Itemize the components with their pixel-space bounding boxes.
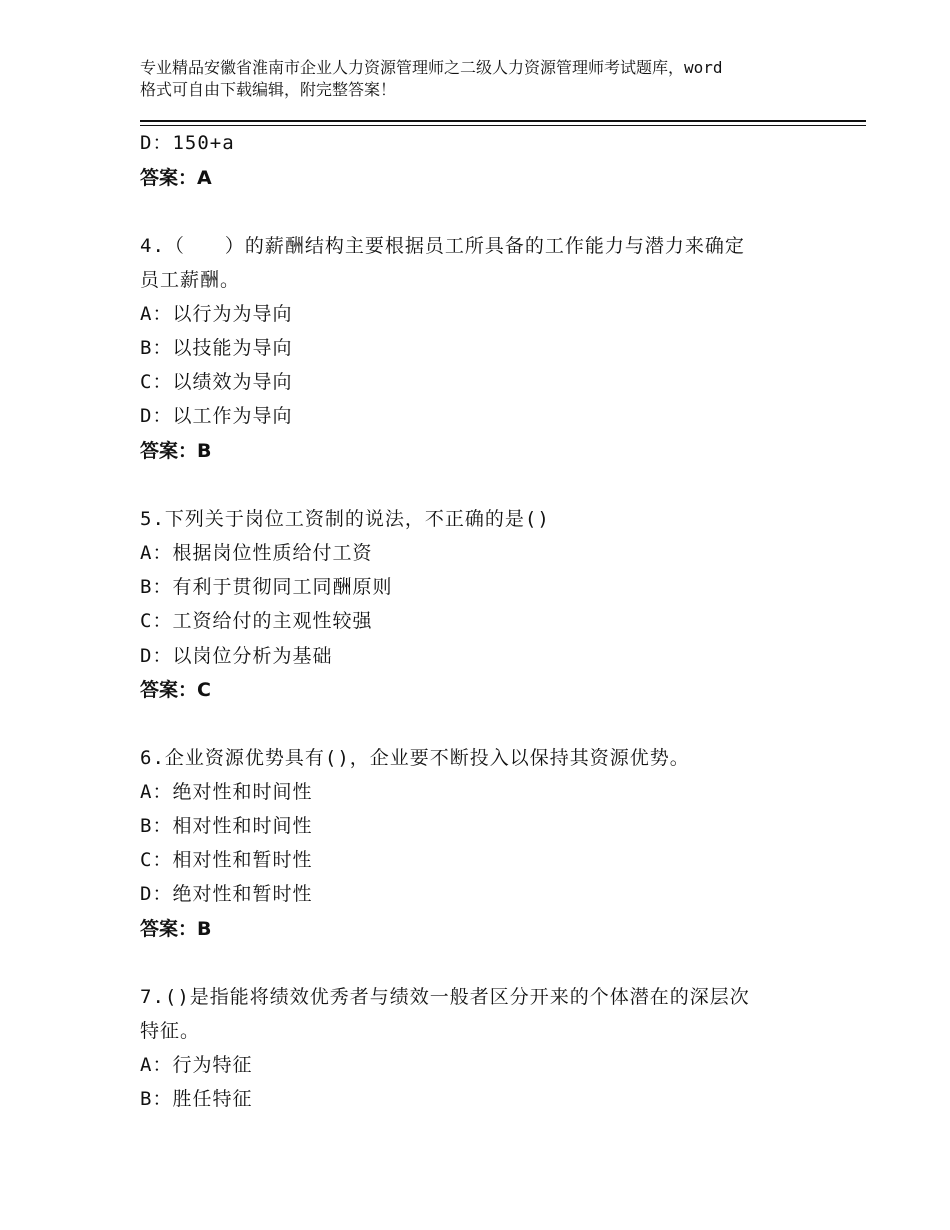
q6-option-b: B：相对性和时间性 — [140, 815, 313, 837]
q6-option-a: A：绝对性和时间性 — [140, 781, 313, 803]
q5-stem-line-1: 5.下列关于岗位工资制的说法，不正确的是() — [140, 508, 550, 530]
q5-option-b: B：有利于贯彻同工同酬原则 — [140, 576, 393, 598]
header-rule-thick — [140, 120, 866, 122]
prev-option-d: D：150+a — [140, 132, 235, 154]
header-title-line-2: 格式可自由下载编辑，附完整答案！ — [140, 80, 397, 99]
header-title-line-1: 专业精品安徽省淮南市企业人力资源管理师之二级人力资源管理师考试题库，word — [140, 58, 723, 77]
q5-option-d: D：以岗位分析为基础 — [140, 645, 333, 667]
q4-option-c: C：以绩效为导向 — [140, 371, 293, 393]
prev-answer: 答案：A — [140, 167, 212, 189]
q4-stem-line-1: 4.（ ）的薪酬结构主要根据员工所具备的工作能力与潜力来确定 — [140, 235, 745, 257]
q6-option-d: D：绝对性和暂时性 — [140, 883, 313, 905]
q7-option-a: A：行为特征 — [140, 1054, 253, 1076]
q6-stem-line-1: 6.企业资源优势具有()，企业要不断投入以保持其资源优势。 — [140, 747, 690, 769]
q4-option-b: B：以技能为导向 — [140, 337, 293, 359]
q5-option-a: A：根据岗位性质给付工资 — [140, 542, 373, 564]
q4-option-d: D：以工作为导向 — [140, 405, 293, 427]
q6-answer: 答案：B — [140, 918, 212, 940]
q7-stem-line-2: 特征。 — [140, 1020, 201, 1042]
q7-stem-line-1: 7.()是指能将绩效优秀者与绩效一般者区分开来的个体潜在的深层次 — [140, 986, 750, 1008]
q4-option-a: A：以行为为导向 — [140, 303, 293, 325]
q7-option-b: B：胜任特征 — [140, 1088, 253, 1110]
q4-stem-line-2: 员工薪酬。 — [140, 269, 241, 291]
q6-option-c: C：相对性和暂时性 — [140, 849, 313, 871]
q4-answer: 答案：B — [140, 440, 212, 462]
q5-answer: 答案：C — [140, 679, 211, 701]
header-rule-thin — [140, 125, 866, 126]
document-header — [140, 57, 840, 101]
q5-option-c: C：工资给付的主观性较强 — [140, 610, 373, 632]
